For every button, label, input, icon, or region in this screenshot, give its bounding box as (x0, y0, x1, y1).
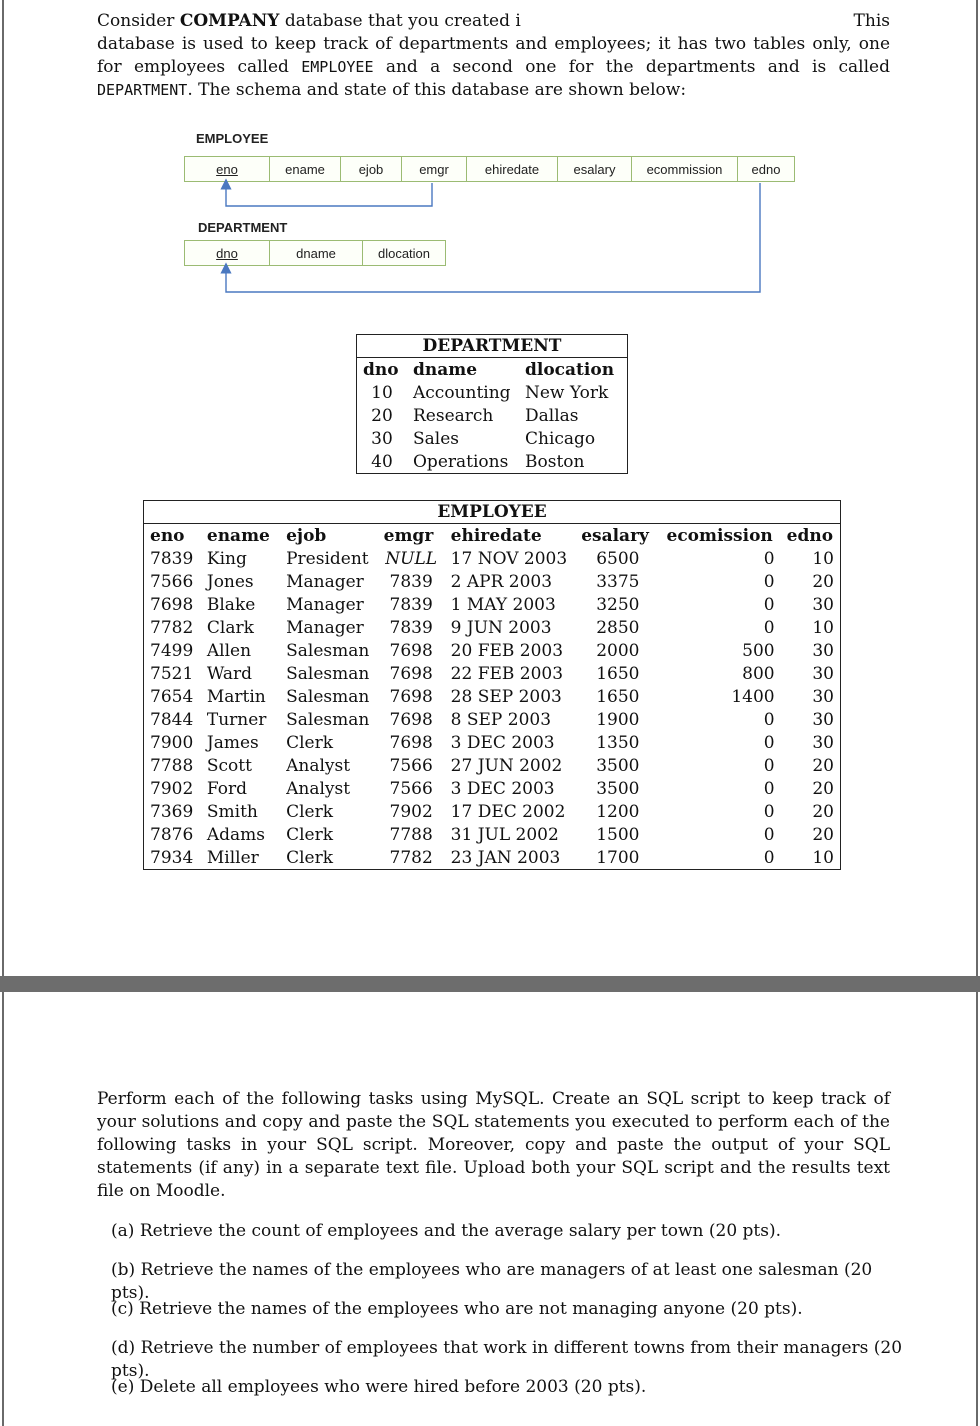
table-row (144, 593, 840, 616)
table-cell: 7698 (389, 709, 433, 730)
column-header: esalary (575, 524, 660, 548)
task-item (111, 1298, 911, 1337)
table-cell: 22 FEB 2003 (450, 663, 564, 684)
table-cell: Manager (286, 594, 364, 615)
table-cell: 7698 (389, 640, 433, 661)
task-item (111, 1376, 911, 1415)
column-header: ecomission (661, 524, 781, 548)
table-cell: 30 (812, 709, 834, 730)
table-cell: 7698 (389, 732, 433, 753)
table-cell: 40 (371, 451, 393, 472)
table-cell: 7788 (150, 755, 194, 776)
table-cell: 2 APR 2003 (450, 571, 553, 592)
table-cell: 7499 (150, 640, 194, 661)
table-cell: Clerk (286, 824, 334, 845)
table-cell: 7782 (389, 847, 433, 868)
task-text: Retrieve the count of employees and the average salary per town (20 pts). (139, 1221, 782, 1241)
table-row (357, 427, 627, 450)
intro-sentence-c: . The schema and state of this database are shown below: (187, 80, 687, 100)
department-word: DEPARTMENT (97, 81, 188, 99)
table-cell: 20 (371, 405, 393, 426)
table-row (357, 404, 627, 427)
table-row (357, 381, 627, 404)
table-cell: 0 (763, 548, 775, 569)
table-cell: Scott (206, 755, 252, 776)
table-cell: 28 SEP 2003 (450, 686, 562, 707)
table-cell: 1400 (731, 686, 775, 707)
table-cell: 30 (371, 428, 393, 449)
table-row (144, 708, 840, 731)
schema-field: eno (184, 156, 270, 182)
table-cell: Analyst (286, 755, 351, 776)
table-cell: 800 (742, 663, 775, 684)
table-cell: 7521 (150, 663, 194, 684)
table-cell: 20 (812, 755, 834, 776)
table-cell: President (286, 548, 369, 569)
intro-right: This (853, 11, 890, 31)
department-table-title: DEPARTMENT (422, 336, 562, 356)
table-row (144, 570, 840, 593)
table-cell: Miller (206, 847, 259, 868)
table-cell: 30 (812, 594, 834, 615)
schema-field: ename (269, 156, 341, 182)
column-header: dlocation (519, 358, 627, 382)
table-cell: 1200 (596, 801, 640, 822)
schema-field: esalary (557, 156, 632, 182)
table-cell: Salesman (286, 640, 370, 661)
schema-field: dname (269, 240, 363, 266)
table-cell: Sales (413, 428, 460, 449)
column-header: ehiredate (445, 524, 576, 548)
table-cell: 30 (812, 663, 834, 684)
table-cell: 7839 (389, 617, 433, 638)
table-row (144, 800, 840, 823)
intro-mid: database that you created i (284, 11, 521, 31)
table-cell: 0 (763, 778, 775, 799)
employee-table-title: EMPLOYEE (437, 502, 547, 522)
table-cell: 20 FEB 2003 (450, 640, 564, 661)
table-cell: Clerk (286, 732, 334, 753)
instructions-paragraph: Perform each of the following tasks using MySQL. Create an SQL script to keep track of your solutions and copy and paste the SQL statements you executed to perform each of the following tasks in your SQL script. Moreover, copy and paste the output of your SQL statements (if any) in a separate text file. Upload both your SQL script and the results text file on Moodle. (97, 1089, 890, 1201)
table-cell: 10 (812, 847, 834, 868)
table-cell: Salesman (286, 663, 370, 684)
table-row (144, 685, 840, 708)
table-cell: Salesman (286, 709, 370, 730)
table-cell: Research (413, 405, 494, 426)
table-cell: Ward (206, 663, 253, 684)
table-cell: Allen (206, 640, 252, 661)
table-cell: 3 DEC 2003 (450, 732, 555, 753)
column-header: dno (357, 358, 407, 382)
table-cell: Dallas (525, 405, 579, 426)
table-cell: 7566 (150, 571, 194, 592)
table-cell: Adams (206, 824, 266, 845)
table-cell: 10 (812, 617, 834, 638)
table-cell: Blake (206, 594, 256, 615)
table-cell: 17 DEC 2002 (450, 801, 566, 822)
table-cell: 17 NOV 2003 (450, 548, 568, 569)
table-cell: 7844 (150, 709, 194, 730)
table-cell: 7876 (150, 824, 194, 845)
table-cell: 1650 (596, 686, 640, 707)
table-cell: Manager (286, 617, 364, 638)
table-cell: 3375 (596, 571, 640, 592)
table-cell: 0 (763, 617, 775, 638)
task-label: (d) (111, 1338, 136, 1358)
table-cell: 8 SEP 2003 (450, 709, 552, 730)
table-cell: 7566 (389, 778, 433, 799)
table-cell: 0 (763, 801, 775, 822)
table-cell: Clark (206, 617, 254, 638)
table-row (144, 777, 840, 800)
table-cell: 3500 (596, 755, 640, 776)
schema-field: dno (184, 240, 270, 266)
department-table (356, 334, 628, 474)
table-cell: Ford (206, 778, 247, 799)
table-cell: Clerk (286, 801, 334, 822)
table-row (144, 616, 840, 639)
schema-field: dlocation (362, 240, 446, 266)
table-cell: Chicago (525, 428, 596, 449)
table-cell: 3250 (596, 594, 640, 615)
task-list (111, 1220, 911, 1415)
table-cell: 1650 (596, 663, 640, 684)
table-cell: 7934 (150, 847, 194, 868)
table-row (144, 823, 840, 846)
table-cell: 7788 (389, 824, 433, 845)
table-cell: 0 (763, 594, 775, 615)
table-cell: 7839 (389, 594, 433, 615)
table-cell: 1900 (596, 709, 640, 730)
table-row (144, 662, 840, 685)
table-cell: 20 (812, 571, 834, 592)
table-cell: 0 (763, 755, 775, 776)
intro-sentence-b: and a second one for the departments and is called (385, 57, 890, 77)
table-cell: Smith (206, 801, 258, 822)
column-header: ename (201, 524, 280, 548)
table-cell: New York (525, 382, 609, 403)
table-cell: Clerk (286, 847, 334, 868)
schema-field: ecommission (631, 156, 738, 182)
table-cell: 10 (371, 382, 393, 403)
intro-sentence-a: database is used to keep track of departments and employees; it has two tables only, one for employees called (97, 34, 890, 77)
table-cell: 7654 (150, 686, 194, 707)
table-cell: 7698 (389, 663, 433, 684)
table-cell: 31 JUL 2002 (450, 824, 559, 845)
schema-field: ehiredate (466, 156, 558, 182)
table-cell: Accounting (413, 382, 511, 403)
table-cell: 30 (812, 640, 834, 661)
task-text: Delete all employees who were hired before 2003 (20 pts). (139, 1377, 647, 1397)
table-cell: 7566 (389, 755, 433, 776)
table-row (144, 846, 840, 869)
table-cell: 2000 (596, 640, 640, 661)
table-cell: 0 (763, 824, 775, 845)
table-row (357, 450, 627, 473)
table-cell: Martin (206, 686, 266, 707)
table-row (144, 754, 840, 777)
task-text: Retrieve the names of the employees who are managers of at least one salesman (20 pts). (111, 1260, 873, 1303)
fk-arrow-edno (226, 183, 760, 292)
page-gap (0, 976, 980, 992)
table-row (144, 547, 840, 570)
table-cell: 7698 (150, 594, 194, 615)
table-cell: 20 (812, 824, 834, 845)
table-cell: 30 (812, 686, 834, 707)
table-cell: 0 (763, 847, 775, 868)
task-item (111, 1259, 911, 1303)
table-cell: Manager (286, 571, 364, 592)
table-cell: James (206, 732, 259, 753)
table-cell: 0 (763, 709, 775, 730)
table-cell: 6500 (596, 548, 640, 569)
table-cell: Salesman (286, 686, 370, 707)
table-cell: 7839 (150, 548, 194, 569)
table-cell: 7902 (150, 778, 194, 799)
task-text: Retrieve the names of the employees who are not managing anyone (20 pts). (139, 1299, 803, 1319)
table-cell: Boston (525, 451, 585, 472)
schema-field: emgr (401, 156, 467, 182)
table-cell: Jones (206, 571, 254, 592)
column-header: ejob (280, 524, 378, 548)
table-cell: 0 (763, 571, 775, 592)
table-cell: 0 (763, 732, 775, 753)
table-cell: 3 DEC 2003 (450, 778, 555, 799)
table-cell: King (206, 548, 247, 569)
table-cell: Operations (413, 451, 509, 472)
table-cell: 7369 (150, 801, 194, 822)
table-cell: 20 (812, 778, 834, 799)
table-cell: 23 JAN 2003 (450, 847, 561, 868)
fk-arrow-emgr (226, 183, 432, 206)
table-cell: 7782 (150, 617, 194, 638)
page-bottom (2, 992, 978, 1426)
task-label: (b) (111, 1260, 136, 1280)
table-cell: 1350 (596, 732, 640, 753)
schema-department-label: DEPARTMENT (198, 220, 288, 235)
page-top (2, 0, 978, 976)
table-row (144, 639, 840, 662)
table-cell: 20 (812, 801, 834, 822)
schema-arrows (4, 0, 980, 320)
table-cell: 3500 (596, 778, 640, 799)
table-cell: 2850 (596, 617, 640, 638)
task-item (111, 1220, 911, 1259)
table-cell: 9 JUN 2003 (450, 617, 552, 638)
employee-word: EMPLOYEE (301, 58, 374, 76)
intro-prefix: Consider (97, 11, 175, 31)
table-cell: 7839 (389, 571, 433, 592)
task-label: (e) (111, 1377, 135, 1397)
task-text: Retrieve the number of employees that work in different towns from their managers (20 pts). (111, 1338, 903, 1381)
column-header: eno (144, 524, 201, 548)
table-cell: Analyst (286, 778, 351, 799)
task-item (111, 1337, 911, 1381)
table-cell: 7698 (389, 686, 433, 707)
table-cell: NULL (385, 548, 438, 569)
table-cell: 7902 (389, 801, 433, 822)
table-cell: 500 (742, 640, 775, 661)
employee-table (143, 500, 841, 870)
column-header: edno (781, 524, 840, 548)
task-label: (c) (111, 1299, 134, 1319)
table-cell: 1500 (596, 824, 640, 845)
table-cell: 10 (812, 548, 834, 569)
table-cell: Turner (206, 709, 267, 730)
schema-field: ejob (340, 156, 402, 182)
task-label: (a) (111, 1221, 135, 1241)
schema-field: edno (737, 156, 795, 182)
table-cell: 30 (812, 732, 834, 753)
column-header: emgr (378, 524, 445, 548)
schema-employee-label: EMPLOYEE (196, 131, 269, 146)
column-header: dname (407, 358, 519, 382)
table-cell: 7900 (150, 732, 194, 753)
table-cell: 1700 (596, 847, 640, 868)
table-row (144, 731, 840, 754)
table-cell: 1 MAY 2003 (450, 594, 556, 615)
table-cell: 27 JUN 2002 (450, 755, 563, 776)
db-name: COMPANY (179, 11, 280, 31)
